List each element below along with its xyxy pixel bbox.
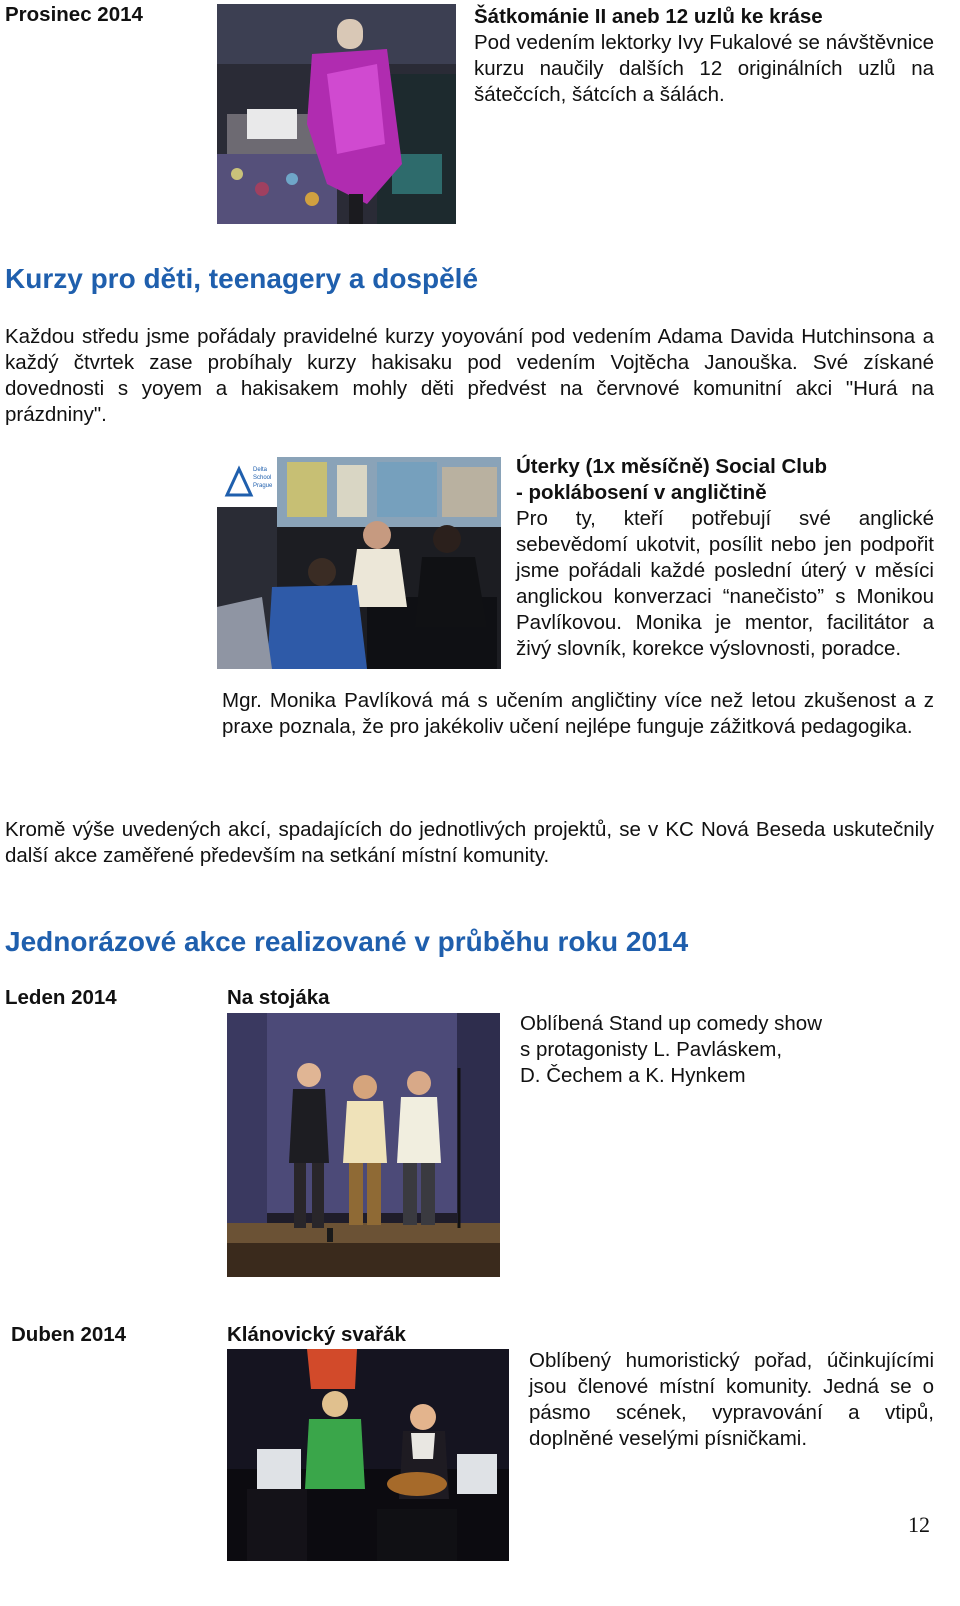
photo-scarf-workshop: [217, 4, 456, 224]
sign-text-3: Prague: [253, 483, 273, 489]
summary-paragraph: Kromě výše uvedených akcí, spadajících do jednotlivých projektů, se v KC Nová Beseda uskutečnily další akce zaměřené především na setkání místní komunity.: [5, 818, 934, 867]
social-club-text-wrap: Pro ty, kteří potřebují své anglické sebevědomí ukotvit, posílit nebo jen podpořit jsme pořádali každé poslední úterý v měsíci anglickou konverzaci “nanečisto” s Monikou Pavlíkovou. Monika je mentor, facilitátor a živý slovník, korekce výslovnosti, poradce.: [516, 507, 934, 660]
photo-na-stojaka: [227, 1013, 500, 1277]
event-title-na-stojaka: Na stojáka: [227, 986, 330, 1009]
photo-social-club: [217, 457, 501, 669]
event-text-na-stojaka-1: Oblíbená Stand up comedy show: [520, 1012, 822, 1035]
event-title-satkomanie: Šátkománie II aneb 12 uzlů ke kráse: [474, 5, 823, 28]
sign-text-2: School: [253, 475, 272, 481]
event-title-klanovicky-svarak: Klánovický svařák: [227, 1323, 406, 1346]
month-label-prosinec: Prosinec 2014: [5, 3, 143, 26]
sign-text-1: Delta: [253, 467, 268, 473]
social-club-title-2: - poklábosení v angličtině: [516, 481, 767, 504]
kurzy-paragraph: Každou středu jsme pořádaly pravidelné kurzy yoyování pod vedením Adama Davida Hutchinsona a každý čtvrtek zase probíhaly kurzy hakisaku pod vedením Vojtěcha Janouška. Své získané dovednosti s yoyem a hakisakem mohly děti předvést na červnové komunitní akci "Hurá na prázdniny".: [5, 325, 934, 426]
event-text-na-stojaka-3: D. Čechem a K. Hynkem: [520, 1064, 746, 1087]
month-label-duben: Duben 2014: [11, 1323, 127, 1346]
event-text-klanovicky-svarak: Oblíbený humoristický pořad, účinkujícími jsou členové místní komunity. Jedná se o pásmo scének, vypravování a vtipů, doplněné veselými písničkami.: [529, 1349, 934, 1450]
event-text-na-stojaka-2: s protagonisty L. Pavláskem,: [520, 1038, 783, 1061]
event-text-satkomanie: Pod vedením lektorky Ivy Fukalové se návštěvnice kurzu naučily dalších 12 originálních uzlů na šátečcích, šátcích a šálách.: [474, 31, 934, 106]
photo-klanovicky-svarak: [227, 1349, 509, 1561]
page-number: 12: [908, 1512, 930, 1537]
month-label-leden: Leden 2014: [5, 986, 117, 1009]
social-club-text-full: Mgr. Monika Pavlíková má s učením angličtiny více než letou zkušenost a z praxe poznala, že pro jakékoliv učení nejlépe funguje zážitková pedagogika.: [222, 689, 934, 738]
section-heading-kurzy: Kurzy pro děti, teenagery a dospělé: [5, 263, 479, 294]
social-club-title-1: Úterky (1x měsíčně) Social Club: [516, 455, 828, 478]
section-heading-jednorazove: Jednorázové akce realizované v průběhu roku 2014: [5, 926, 689, 957]
